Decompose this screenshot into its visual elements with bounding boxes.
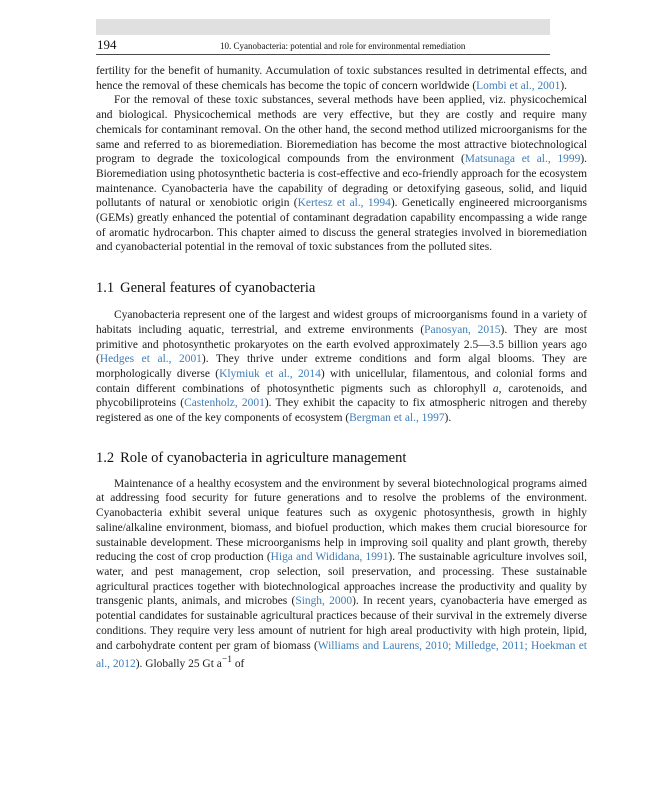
superscript: −1 <box>221 654 232 666</box>
section-1-1-paragraph <box>96 308 587 426</box>
italic-text: a <box>492 382 499 395</box>
text: Maintenance of a healthy ecosystem and the environment by several biotechnological programs aimed at addressing food security for future generations and to resolve the problems of the environment. Cyanobacteria exhibit several unique features such as oxygenic photosynthesis, growth in highly saline/alkaline environment, biomass, and biofuel production, which makes them crucial bioresource for sustainable development. These microorganisms help in improving soil quality and plant growth, thereby reducing the cost of crop production ( <box>96 477 587 564</box>
section-title: Role of cyanobacteria in agriculture management <box>120 449 407 466</box>
text: ). The sustainable agriculture involves soil, water, and pest management, crop selection, soil preservation, and processing. These sustainable agricultural practices together with biotechnological approaches increase the productivity and quality by transgenic plants, animals, and microbes ( <box>96 551 588 608</box>
text: fertility for the benefit of humanity. Accumulation of toxic substances resulted in detrimental effects, and hence the removal of these chemicals has become the topic of concern worldwide ( <box>96 65 587 92</box>
section-1-2-paragraph <box>96 477 587 672</box>
section-number: 1.2 <box>96 449 115 466</box>
header-rule <box>96 54 550 55</box>
citation-link[interactable]: Kertesz et al., 1994 <box>297 197 391 210</box>
text: of <box>231 658 245 671</box>
citation-link[interactable]: Matsunaga et al., 1999 <box>464 153 581 166</box>
body-text <box>96 64 587 672</box>
intro-paragraph-1 <box>96 64 587 93</box>
section-heading-1-1 <box>96 279 587 297</box>
page-number: 194 <box>97 37 117 52</box>
citation-link[interactable]: Williams and Laurens, 2010; Milledge, 2011; Hoekman et al., 2012 <box>96 639 587 671</box>
intro-paragraph-2 <box>96 93 587 255</box>
text: ). They thrive under extreme conditions and form algal blooms. They are morphologically diverse ( <box>96 353 588 380</box>
citation-link[interactable]: Castenholz, 2001 <box>184 397 265 410</box>
text: Cyanobacteria represent one of the largest and widest groups of microorganisms found in a variety of habitats including aquatic, terrestrial, and extreme environments ( <box>96 309 587 336</box>
text: ). Bioremediation using photosynthetic bacteria is cost-effective and eco-friendly approach for the ecosystem maintenance. Cyanobacteria have the capability of degrading or detoxifying gaseous, solid, and liquid pollutants of natural or xenobiotic origin ( <box>96 153 587 210</box>
header-band <box>96 19 550 35</box>
text: ). Globally 25 Gt a <box>135 658 222 671</box>
text: , carotenoids, and phycobiliproteins ( <box>96 382 588 410</box>
citation-link[interactable]: Lombi et al., 2001 <box>476 79 561 92</box>
section-number: 1.1 <box>96 280 115 297</box>
citation-link[interactable]: Klymiuk et al., 2014 <box>219 367 321 380</box>
citation-link[interactable]: Singh, 2000 <box>295 595 353 608</box>
text: ). In recent years, cyanobacteria have emerged as potential candidates for sustainable agricultural practices because of their survival in the extremely diverse conditions. They require very less amount of nutrient for high areal productivity with high protein, lipid, and carbohydrate content per gram of biomass ( <box>96 595 588 652</box>
text: ). <box>560 79 567 92</box>
text: For the removal of these toxic substances, several methods have been applied, viz. physicochemical and biological. Physicochemical methods are very effective, but they are costly and require many chemicals for contaminant removal. On the other hand, the second method utilized microorganisms for the same and referred to as bioremediation. Bioremediation has become the most attractive biotechnological program to degrade the toxicological compounds from the environment ( <box>96 94 587 166</box>
citation-link[interactable]: Higa and Wididana, 1991 <box>270 551 389 564</box>
section-heading-1-2 <box>96 449 587 467</box>
text: ) with unicellular, filamentous, and colonial forms and contain different combinations of photosynthetic pigments such as chlorophyll <box>96 367 587 395</box>
citation-link[interactable]: Hedges et al., 2001 <box>99 353 202 366</box>
text: ). <box>444 412 452 425</box>
section-title: General features of cyanobacteria <box>120 280 316 297</box>
text: ). They are most primitive and photosynthetic prokaryotes on the earth evolved approximately 2.5—3.5 billion years ago ( <box>96 323 588 366</box>
text: ). They exhibit the capacity to fix atmospheric nitrogen and thereby registered as one of the key components of ecosystem ( <box>96 397 587 425</box>
running-head: 10. Cyanobacteria: potential and role for environmental remediation <box>220 41 466 51</box>
text: ). Genetically engineered microorganisms (GEMs) greatly enhanced the potential of contaminant degradation capability encompassing a wide range of aromatic hydrocarbon. This chapter aimed to discuss the general strategies involved in bioremediation and cyanobacterial potential in the removal of toxic substances from the polluted sites. <box>96 197 587 254</box>
citation-link[interactable]: Panosyan, 2015 <box>424 323 501 336</box>
citation-link[interactable]: Bergman et al., 1997 <box>349 412 445 425</box>
